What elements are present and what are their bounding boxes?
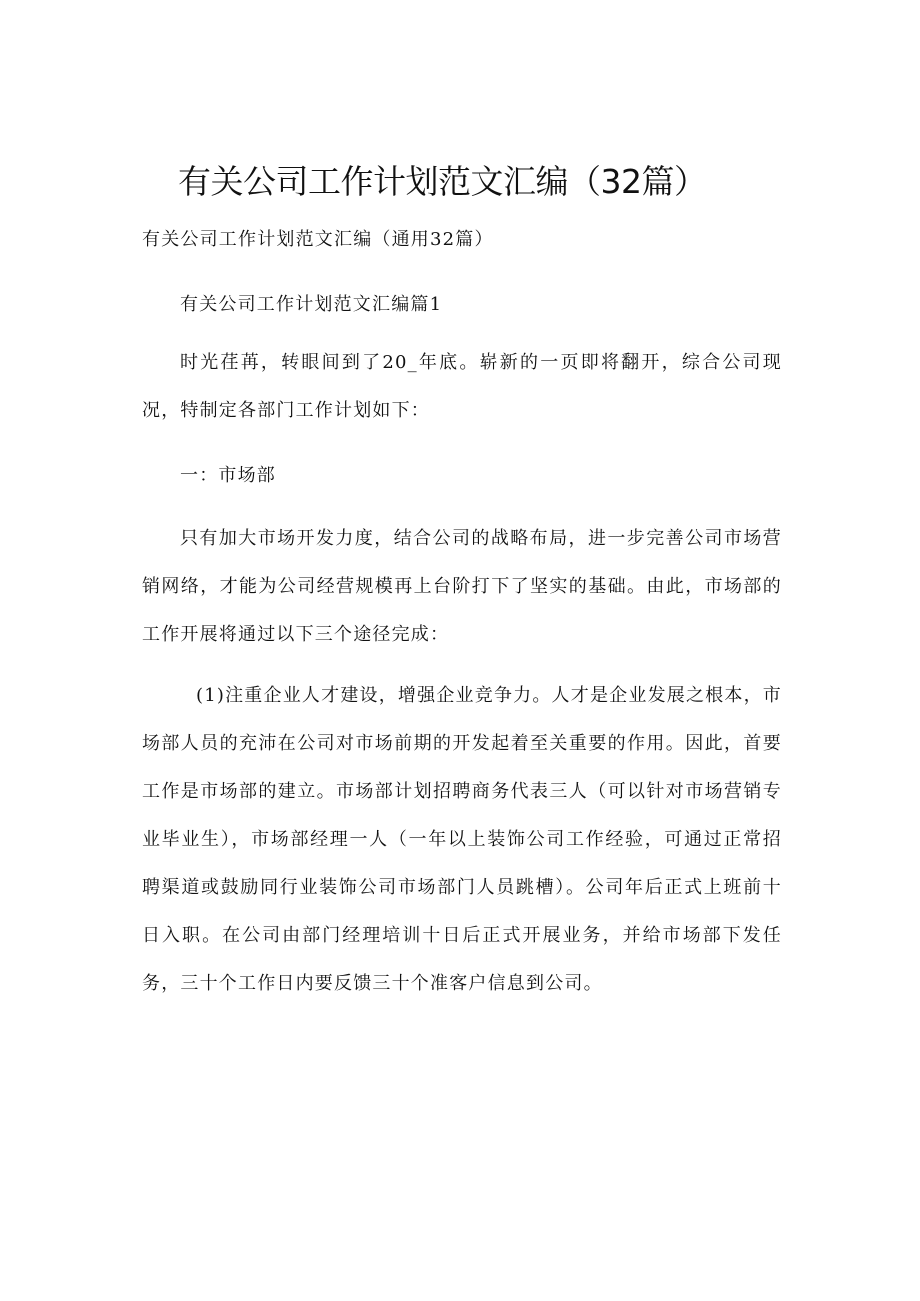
paragraph-intro: 时光荏苒，转眼间到了20_年底。崭新的一页即将翻开，综合公司现况，特制定各部门工作计划如下：: [142, 352, 782, 421]
paragraph-market-intro: 只有加大市场开发力度，结合公司的战略布局，进一步完善公司市场营销网络，才能为公司经营规模再上台阶打下了坚实的基础。由此，市场部的工作开展将通过以下三个途径完成：: [142, 528, 782, 645]
section-heading: 有关公司工作计划范文汇编篇1: [180, 294, 443, 315]
document-title: 有关公司工作计划范文汇编（32篇）: [178, 162, 707, 201]
paragraph-talent-building: (1)注重企业人才建设，增强企业竞争力。人才是企业发展之根本，市场部人员的充沛在公司对市场前期的开发起着至关重要的作用。因此，首要工作是市场部的建立。市场部计划招聘商务代表三人（可以针对市场营销专业毕业生），市场部经理一人（一年以上装饰公司工作经验，可通过正常招聘渠道或鼓励同行业装饰公司市场部门人员跳槽）。公司年后正式上班前十日入职。在公司由部门经理培训十日后正式开展业务，并给市场部下发任务，三十个工作日内要反馈三十个准客户信息到公司。: [142, 685, 782, 994]
document-subtitle: 有关公司工作计划范文汇编（通用32篇）: [142, 229, 494, 250]
paragraph-market-heading: 一：市场部: [180, 465, 276, 486]
